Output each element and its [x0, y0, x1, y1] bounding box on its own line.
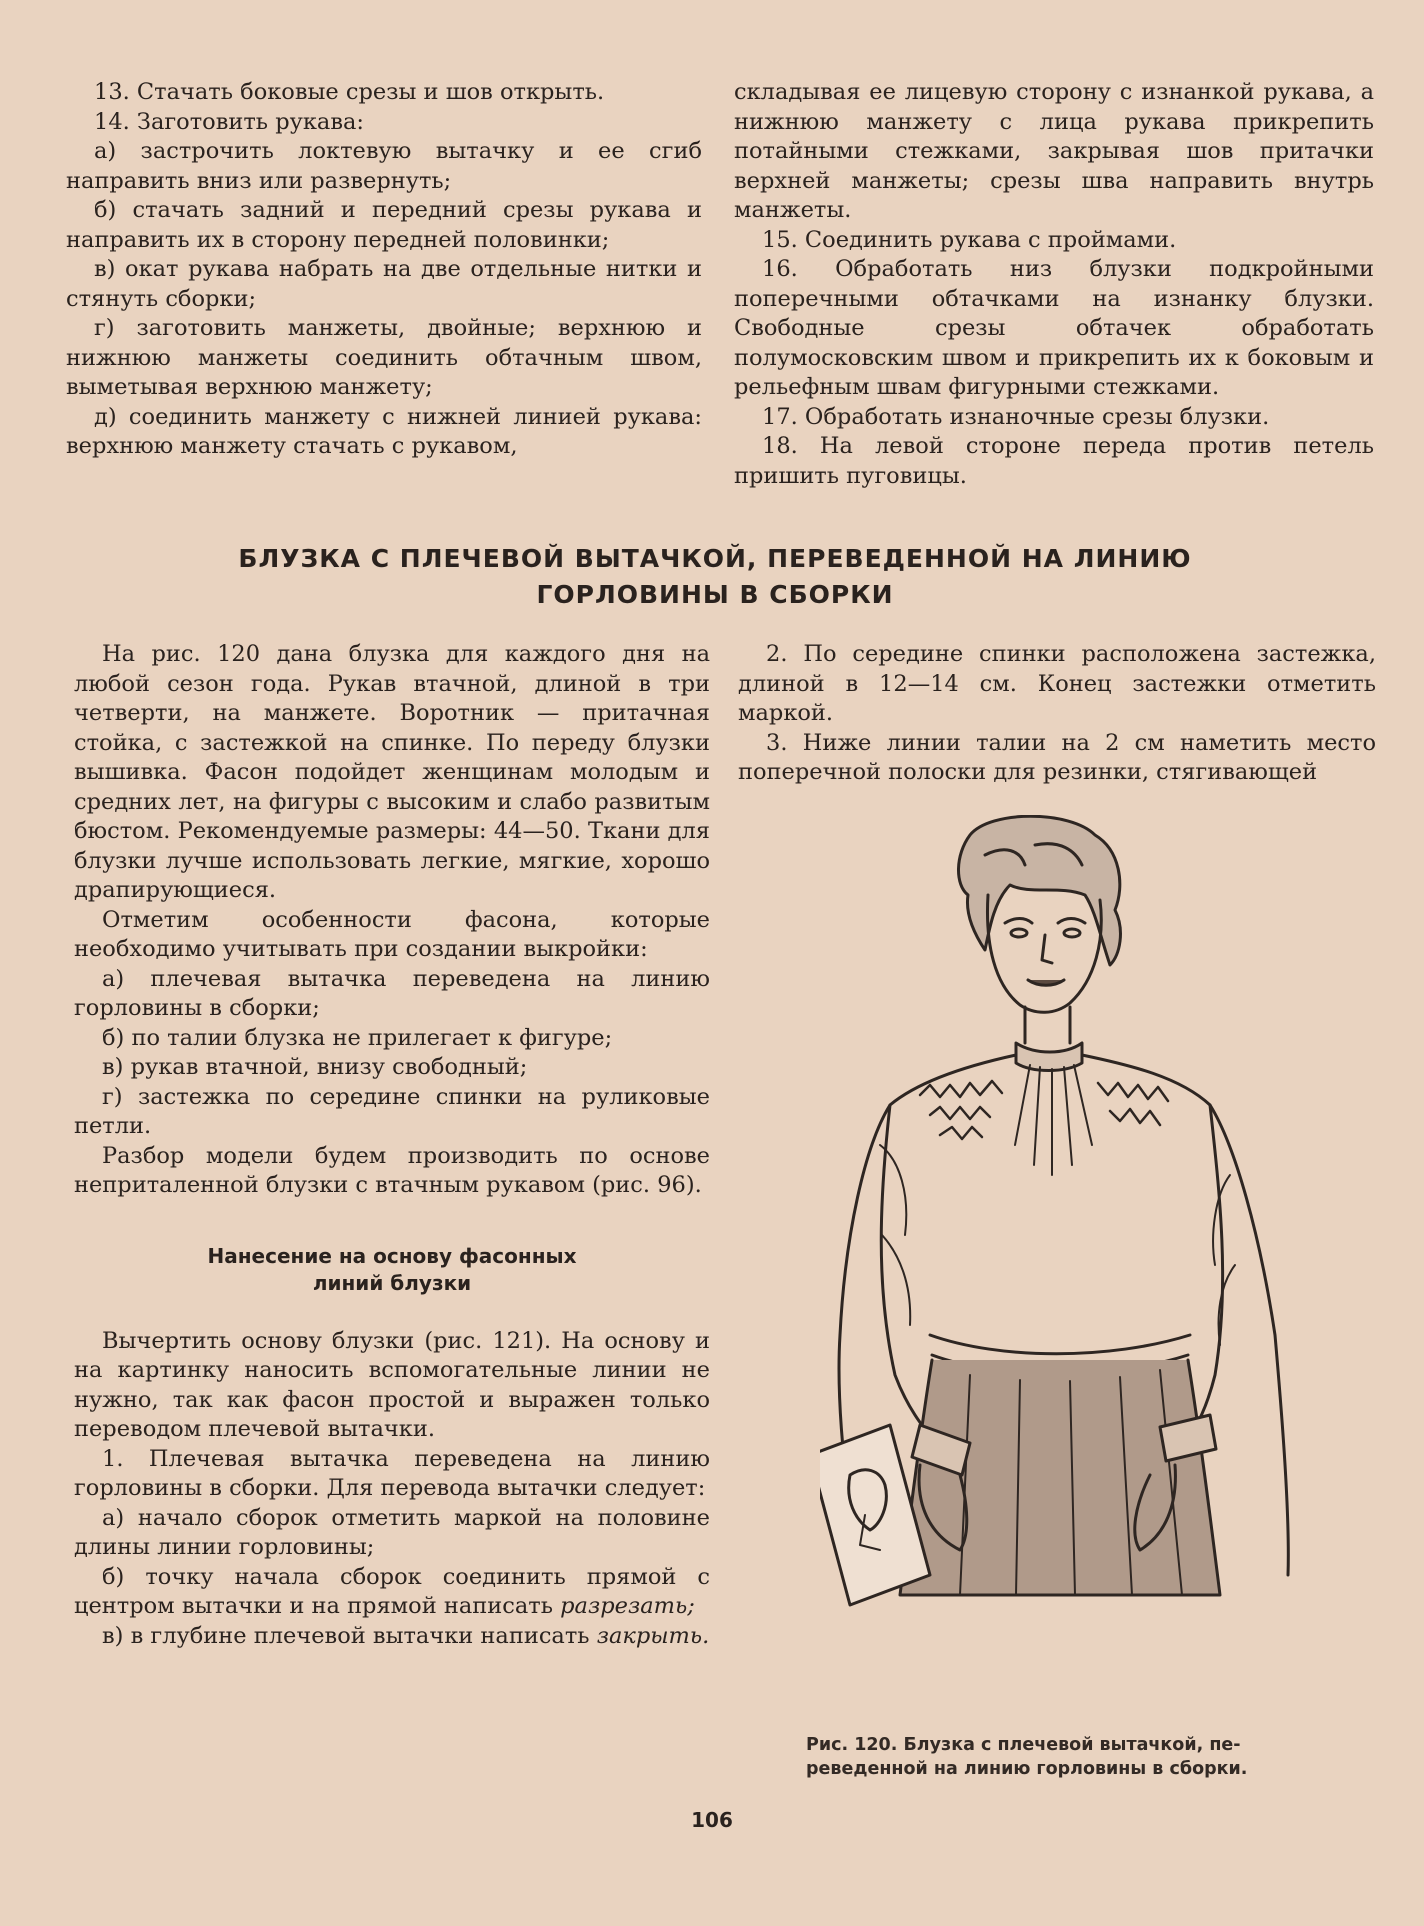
- step-1-v-text: в) в глубине плечевой вытачки написать: [102, 1622, 590, 1649]
- draft-paragraph: Вычертить основу блузки (рис. 121). На основу и на картинку наносить вспомогательные линии не нужно, так как фасон простой и выражен только переводом плечевой вытачки.: [74, 1327, 710, 1442]
- figure-caption: [806, 1733, 1334, 1781]
- step-15: 15. Соединить рукава с проймами.: [762, 226, 1177, 253]
- subsection-heading: [74, 1243, 710, 1297]
- step-1-v: [74, 1622, 710, 1652]
- section-title: [120, 541, 1310, 613]
- step-2: 2. По середине спинки расположена застежка, длиной в 12—14 см. Конец застежки отметить маркой.: [738, 641, 1376, 726]
- step-14-d-continued: складывая ее лицевую сторону с изнанкой рукава, а нижнюю манжету с лица рукава прикрепить потайными стежками, закрывая шов притачки верхней манжеты; срезы шва направить внутрь манжеты.: [734, 79, 1374, 223]
- step-16: 16. Обработать низ блузки подкройными поперечными обтачками на изнанку блузки. Свободные срезы обтачек обработать полумосковским швом и прикрепить их к боковым и рельефным швам фигурными стежками.: [734, 256, 1374, 400]
- step-1-b-italic: разрезать;: [560, 1593, 695, 1619]
- step-3: 3. Ниже линии талии на 2 см наметить место поперечной полоски для резинки, стягивающей: [738, 729, 1376, 785]
- step-14: 14. Заготовить рукава:: [94, 108, 364, 135]
- subsection-heading-line-1: Нанесение на основу фасонных: [207, 1243, 577, 1268]
- blouse-illustration: [820, 815, 1300, 1735]
- step-1-a: а) начало сборок отметить маркой на половине длины линии горловины;: [74, 1504, 710, 1560]
- step-14-v: в) окат рукава набрать на две отдельные нитки и стянуть сборки;: [66, 256, 702, 312]
- top-right-column: [734, 78, 1374, 491]
- feature-a: а) плечевая вытачка переведена на линию горловины в сборки;: [74, 965, 710, 1021]
- step-18: 18. На левой стороне переда против петель пришить пуговицы.: [734, 433, 1374, 489]
- step-1-b: [74, 1563, 710, 1622]
- section-title-line-1: БЛУЗКА С ПЛЕЧЕВОЙ ВЫТАЧКОЙ, ПЕРЕВЕДЕННОЙ НА ЛИНИЮ: [238, 544, 1192, 573]
- step-14-b: б) стачать задний и передний срезы рукава и направить их в сторону передней половинки;: [66, 197, 702, 253]
- step-1-v-italic: закрыть.: [596, 1622, 710, 1649]
- intro-paragraph: На рис. 120 дана блузка для каждого дня на любой сезон года. Рукав втачной, длиной в три четверти, на манжете. Воротник — притачная стойка, с застежкой на спинке. По переду блузки вышивка. Фасон подойдет женщинам молодым и средних лет, на фигуры с высоким и слабо развитым бюстом. Рекомендуемые размеры: 44—50. Ткани для блузки лучше использовать легкие, мягкие, хорошо драпирующиеся.: [74, 641, 710, 903]
- analysis-paragraph: Разбор модели будем производить по основе неприталенной блузки с втачным рукавом (рис. 96).: [74, 1142, 710, 1198]
- page-number: 106: [691, 1808, 733, 1832]
- feature-b: б) по талии блузка не прилегает к фигуре;: [102, 1024, 613, 1051]
- feature-g: г) застежка по середине спинки на руликовые петли.: [74, 1083, 710, 1139]
- subsection-heading-line-2: линий блузки: [312, 1270, 472, 1295]
- step-1-b-text: б) точку начала сборок соединить прямой с центром вытачки и на прямой написать: [74, 1563, 710, 1619]
- caption-line-1: Рис. 120. Блузка с плечевой вытачкой, пе-: [806, 1735, 1241, 1755]
- section-title-line-2: ГОРЛОВИНЫ В СБОРКИ: [536, 580, 894, 609]
- step-14-d: д) соединить манжету с нижней линией рукава: верхнюю манжету стачать с рукавом,: [66, 403, 702, 459]
- bottom-right-column: [738, 640, 1376, 788]
- step-14-g: г) заготовить манжеты, двойные; верхнюю и нижнюю манжеты соединить обтачным швом, выметывая верхнюю манжету;: [66, 315, 702, 400]
- step-14-a: а) застрочить локтевую вытачку и ее сгиб направить вниз или развернуть;: [66, 138, 702, 194]
- feature-v: в) рукав втачной, внизу свободный;: [102, 1054, 528, 1080]
- top-left-column: [66, 78, 702, 462]
- step-17: 17. Обработать изнаночные срезы блузки.: [762, 403, 1270, 430]
- bottom-left-column: [74, 640, 710, 1651]
- step-13: 13. Стачать боковые срезы и шов открыть.: [94, 79, 605, 105]
- step-1: 1. Плечевая вытачка переведена на линию горловины в сборки. Для перевода вытачки следует:: [74, 1445, 710, 1501]
- caption-line-2: реведенной на линию горловины в сборки.: [806, 1759, 1248, 1779]
- features-lead: Отметим особенности фасона, которые необходимо учитывать при создании выкройки:: [74, 906, 710, 962]
